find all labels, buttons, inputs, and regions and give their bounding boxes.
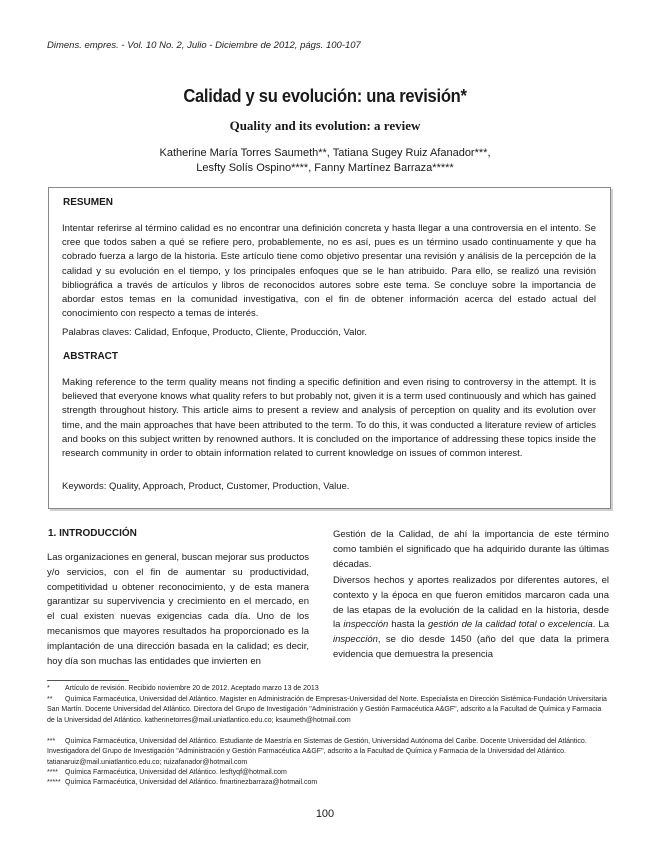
journal-header: Dimens. empres. - Vol. 10 No. 2, Julio - Diciembre de 2012, págs. 100-107 [47, 40, 361, 51]
authors-line-2: Lesfty Solís Ospino****, Fanny Martínez Barraza***** [196, 162, 454, 174]
footnote-text: Química Farmacéutica, Universidad del Atlántico. Estudiante de Maestría en Sistemas de Gestión, Universidad Autónoma del Caribe. Docente Universidad del Atlántico. Investigadora del Grupo de Investigación "Administración y Gestión Farmacéutica A&GF", adscrito a la Facultad de Química y Farmacia de la Universidad del Atlántico. tatianaruiz@mail.uniatlantico.edu.co; ruizafanador@hotmail.com [47, 738, 587, 766]
right-column-p1: Gestión de la Calidad, de ahí la importancia de este término como también el significado que ha adquirido durante las últimas décadas. [333, 529, 609, 570]
footnote-mark: **** [47, 769, 58, 776]
footnote-text: Química Farmacéutica, Universidad del Atlántico. Magister en Administración de Empresas-Universidad del Norte. Especialista en Dirección Sistémica-Fundación Universitaria San Martín. Docente Universidad del Atlántico. Directora del Grupo de Investigación "Administración y Gestión Farmacéutica A&GF", adscrito a la Facultad de Química y Farmacia de la Universidad del Atlántico. katherinetorres@mail.uniatlantico.edu.co; ksaumeth@hotmail.com [47, 696, 607, 724]
p2-part-d: , se dio desde 1450 (año del que data la primera evidencia que demuestra la presencia [333, 634, 609, 660]
footnote-mark: *** [47, 738, 56, 745]
resumen-heading: RESUMEN [63, 197, 114, 208]
resumen-text: Intentar referirse al término calidad es no encontrar una definición concreta y hasta llegar a una controversia en el intento. Se cree que todos saben a qué se refiere pero, probablemente, no es así, pues es un término usado continuamente y que ha cobrado fuerza a largo de la historia. Este artículo tiene como objetivo presentar una revisión y análisis de la percepción de la calidad y su evolución en el tiempo, y los principales enfoques que se le han atribuido. Para ello, se realizó una revisión bibliográfica a través de artículos y libros de reconocidos autores sobre este tema. Se concluye sobre la importancia de abordar estos temas en la comunidad investigativa, con el fin de obtener información acerca del estado actual del conocimiento con respecto a temas de interés. [62, 223, 596, 320]
abstract-text: Making reference to the term quality means not finding a specific definition and even rising to controversy in the attempt. It is believed that everyone knows what quality refers to but probably not, given it is a term used continuously and which has gained strength throughout history. This article aims to present a review and analysis of perception on quality and its evolution over time, and the main approaches that have been attributed to the term. To do this, it was conducted a literature review of articles and books on this subject written by renowned authors. It is concluded on the importance of addressing these topics inside the research community in order to obtain information related to current knowledge on issues of common interest. [62, 377, 596, 460]
p2-italic-3: inspección [333, 634, 378, 646]
footnote-text: Química Farmacéutica, Universidad del Atlántico. fmartinezbarraza@hotmail.com [65, 779, 318, 786]
footnote-text: Artículo de revisión. Recibido noviembre 20 de 2012. Aceptado marzo 13 de 2013 [65, 685, 319, 692]
footnote-mark: ** [47, 696, 53, 703]
p2-part-c: . La [592, 619, 609, 631]
keywords: Keywords: Quality, Approach, Product, Customer, Production, Value. [62, 481, 350, 492]
authors-line-1: Katherine María Torres Saumeth**, Tatiana Sugey Ruiz Afanador***, [159, 147, 491, 159]
authors [0, 146, 650, 176]
footnote-mark: ***** [47, 779, 61, 786]
footnote [47, 778, 607, 788]
section-title: 1. INTRODUCCIÓN [48, 528, 137, 539]
footnote [47, 684, 607, 694]
left-column-text: Las organizaciones en general, buscan mejorar sus productos y/o servicios, con el fin de aumentar su productividad, competitividad u obtener reconocimiento, y de esta manera garantizar su supervivencia y crecimiento en el mercado, en el cual existen nuevas exigencias cada día. Uno de los mecanismos que mayores resultados ha proporcionado es la implantación de una dirección basada en la calidad; es decir, hoy día son muchas las entidades que invierten en [47, 552, 309, 667]
p2-italic-2: gestión de la calidad total o excelencia [427, 619, 593, 631]
footnote [47, 695, 607, 726]
footnote [47, 768, 607, 778]
article-title: Calidad y su evolución: una revisión* [183, 86, 467, 106]
p2-part-a: Diversos hechos y aportes realizados por diferentes autores, el contexto y la época en que fueron emitidos marcaron cada una de las etapas de la evolución de la calidad en la historia, desde la [333, 575, 609, 631]
article-subtitle: Quality and its evolution: a review [229, 118, 421, 133]
p2-italic-1: inspección [343, 619, 389, 631]
right-column-p2 [333, 574, 609, 663]
footnote-mark: * [47, 685, 50, 692]
palabras-claves: Palabras claves: Calidad, Enfoque, Producto, Cliente, Producción, Valor. [62, 327, 368, 338]
footnote-text: Química Farmacéutica, Universidad del Atlántico. lesftyqf@hotmail.com [65, 769, 287, 776]
p2-part-b: hasta la [388, 619, 428, 631]
abstract-heading: ABSTRACT [63, 351, 118, 362]
footnote [47, 737, 607, 768]
footnote-divider [47, 680, 129, 681]
page-number: 100 [315, 808, 335, 820]
